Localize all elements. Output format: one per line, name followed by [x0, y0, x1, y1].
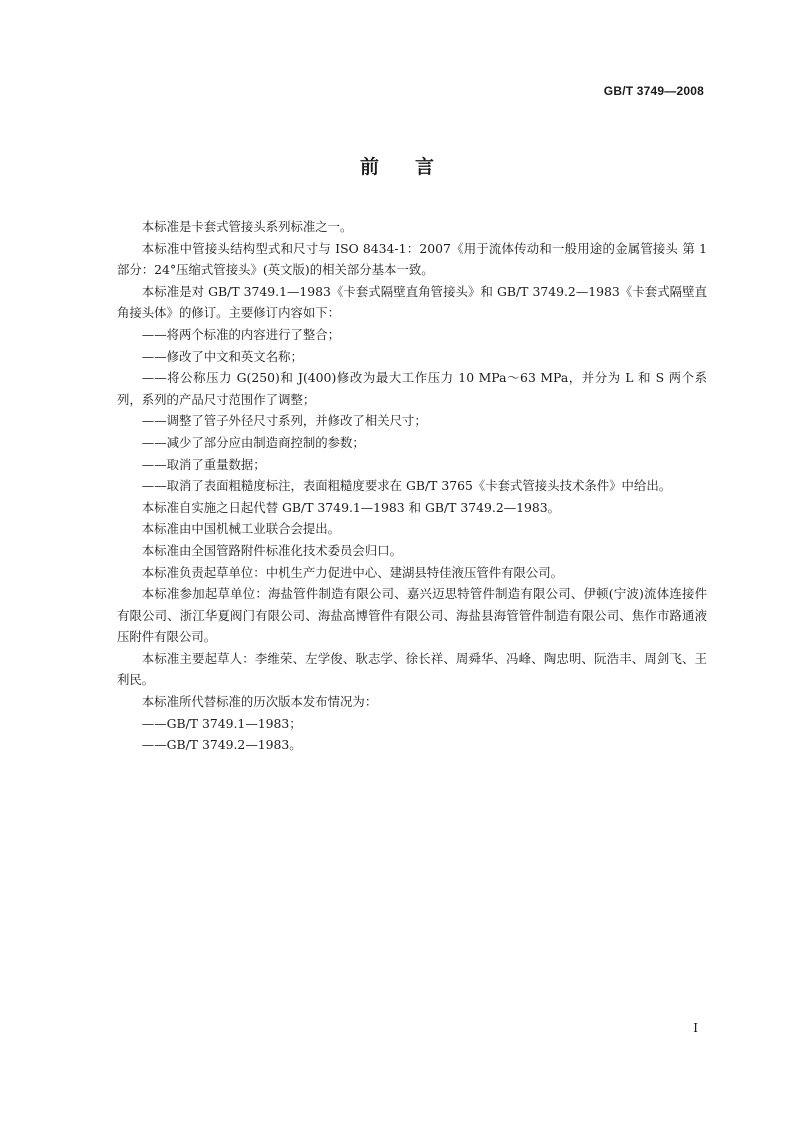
revision-item: ——减少了部分应由制造商控制的参数；	[141, 434, 365, 450]
paragraph: 本标准自实施之日起代替 GB/T 3749.1—1983 和 GB/T 3749.2—1983。	[141, 499, 561, 515]
paragraph: 本标准中管接头结构型式和尺寸与 ISO 8434-1：2007《用于流体传动和一般用途的金属管接头 第 1 部分：24°压缩式管接头》(英文版)的相关部分基本一致。	[117, 240, 707, 278]
paragraph: 本标准主要起草人：李维荣、左学俊、耿志学、徐长祥、周舜华、冯峰、陶忠明、阮浩丰、周剑飞、王利民。	[117, 650, 707, 688]
foreword-body	[117, 216, 707, 756]
revision-item: ——将公称压力 G(250)和 J(400)修改为最大工作压力 10 MPa～63 MPa，并分为 L 和 S 两个系列，系列的产品尺寸范围作了调整；	[117, 370, 707, 407]
edition-item: ——GB/T 3749.1—1983；	[141, 715, 302, 731]
paragraph: 本标准所代替标准的历次版本发布情况为：	[141, 694, 378, 710]
paragraph: 本标准由全国管路附件标准化技术委员会归口。	[141, 542, 402, 558]
edition-item: ——GB/T 3749.2—1983。	[141, 737, 302, 753]
paragraph: 本标准是卡套式管接头系列标准之一。	[141, 219, 353, 234]
paragraph: 本标准由中国机械工业联合会提出。	[141, 521, 341, 537]
revision-item: ——取消了重量数据；	[141, 456, 266, 472]
revision-item: ——将两个标准的内容进行了整合；	[141, 326, 341, 342]
paragraph: 本标准是对 GB/T 3749.1—1983《卡套式隔壁直角管接头》和 GB/T 3749.2—1983《卡套式隔壁直角接头体》的修订。主要修订内容如下：	[117, 283, 707, 321]
standard-code: GB/T 3749—2008	[603, 84, 704, 98]
paragraph: 本标准负责起草单位：中机生产力促进中心、建湖县特佳液压管件有限公司。	[141, 564, 564, 580]
page-number: I	[693, 1021, 698, 1035]
revision-item: ——调整了管子外径尺寸系列，并修改了相关尺寸；	[141, 413, 427, 429]
revision-item: ——修改了中文和英文名称；	[141, 348, 303, 364]
page-title: 前言	[359, 156, 470, 178]
paragraph: 本标准参加起草单位：海盐管件制造有限公司、嘉兴迈思特管件制造有限公司、伊顿(宁波)流体连接件有限公司、浙江华夏阀门有限公司、海盐高博管件有限公司、海盐县海管管件制造有限公司、焦作市路通液压附件有限公司。	[117, 586, 707, 645]
revision-item: ——取消了表面粗糙度标注，表面粗糙度要求在 GB/T 3765《卡套式管接头技术条件》中给出。	[141, 478, 672, 494]
